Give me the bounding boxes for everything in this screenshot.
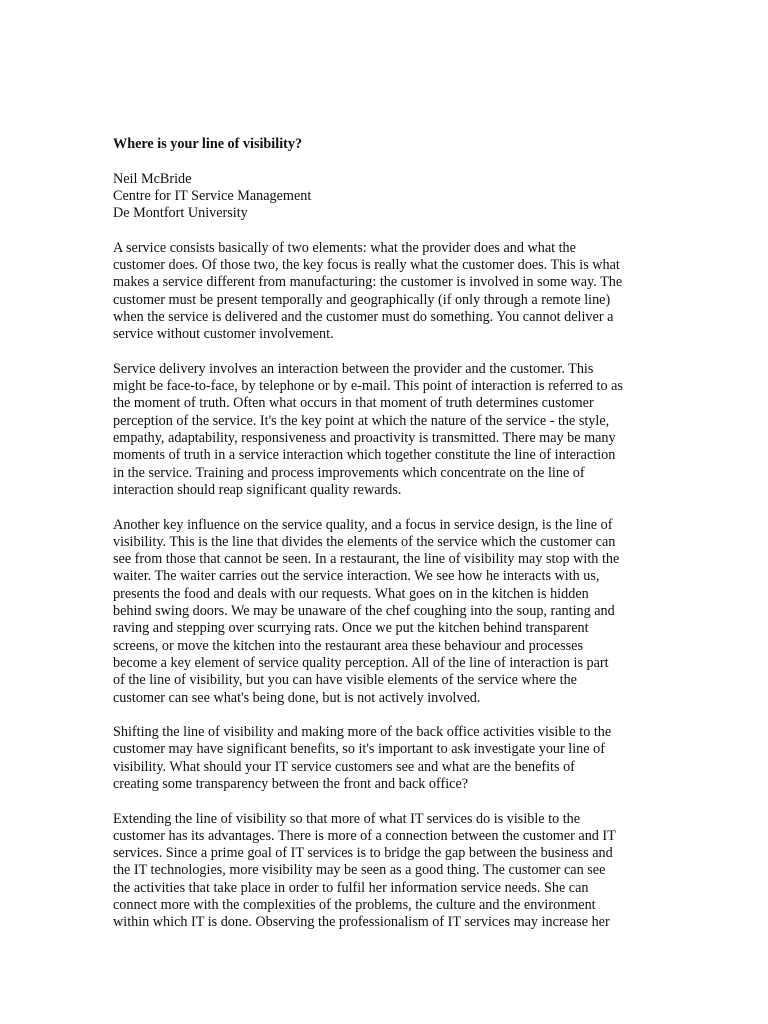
- paragraph-line: moments of truth in a service interaction which together constitute the line of interaction: [113, 447, 616, 464]
- paragraph-line: interaction should reap significant quality rewards.: [113, 481, 402, 498]
- paragraph-line: within which IT is done. Observing the professionalism of IT services may increase her: [113, 914, 610, 931]
- author-block: [113, 171, 653, 223]
- paragraph-line: A service consists basically of two elements: what the provider does and what the: [113, 239, 576, 256]
- document-title: Where is your line of visibility?: [113, 136, 303, 152]
- paragraph-line: customer must be present temporally and geographically (if only through a remote line): [113, 291, 611, 308]
- paragraph-line: behind swing doors. We may be unaware of the chef coughing into the soup, ranting and: [113, 603, 615, 620]
- paragraph-line: Service delivery involves an interaction between the provider and the customer. This: [113, 360, 594, 377]
- paragraph-line: empathy, adaptability, responsiveness and proactivity is transmitted. There may be many: [113, 430, 616, 447]
- body-paragraph: [113, 811, 653, 932]
- paragraph-line: customer can see what's being done, but is not actively involved.: [113, 689, 481, 706]
- paragraph-line: when the service is delivered and the customer must do something. You cannot deliver a: [113, 308, 614, 325]
- author-name: Neil McBride: [113, 170, 192, 187]
- body-paragraph: [113, 240, 653, 344]
- document-body: [113, 136, 653, 949]
- paragraph-line: might be face-to-face, by telephone or by e-mail. This point of interaction is referred to as: [113, 378, 623, 395]
- paragraph-line: service without customer involvement.: [113, 326, 334, 343]
- paragraph-line: of the line of visibility, but you can have visible elements of the service where the: [113, 672, 577, 689]
- paragraph-line: Extending the line of visibility so that more of what IT services do is visible to the: [113, 810, 581, 827]
- paragraph-line: screens, or move the kitchen into the restaurant area these behaviour and processes: [113, 637, 583, 654]
- paragraph-line: the IT technologies, more visibility may be seen as a good thing. The customer can see: [113, 862, 606, 879]
- author-university: De Montfort University: [113, 205, 248, 222]
- body-paragraph: [113, 724, 653, 793]
- paragraph-line: the moment of truth. Often what occurs in that moment of truth determines customer: [113, 395, 594, 412]
- paragraph-line: makes a service different from manufacturing: the customer is involved in some way. The: [113, 274, 623, 291]
- paragraph-line: customer has its advantages. There is more of a connection between the customer and IT: [113, 827, 616, 844]
- paragraph-line: in the service. Training and process improvements which concentrate on the line of: [113, 464, 585, 481]
- paragraph-line: visibility. What should your IT service customers see and what are the benefits of: [113, 758, 575, 775]
- paragraph-line: connect more with the complexities of the problems, the culture and the environment: [113, 897, 596, 914]
- body-paragraph: [113, 517, 653, 707]
- paragraph-line: the activities that take place in order to fulfil her information service needs. She can: [113, 879, 589, 896]
- paragraph-line: Another key influence on the service quality, and a focus in service design, is the line of: [113, 516, 613, 533]
- author-organization: Centre for IT Service Management: [113, 187, 312, 204]
- paragraph-line: Shifting the line of visibility and making more of the back office activities visible to the: [113, 724, 612, 741]
- paragraph-line: perception of the service. It's the key point at which the nature of the service - the style,: [113, 412, 610, 429]
- paragraph-line: creating some transparency between the front and back office?: [113, 775, 469, 792]
- paragraph-line: customer may have significant benefits, so it's important to ask investigate your line of: [113, 741, 605, 758]
- paragraph-line: customer does. Of those two, the key focus is really what the customer does. This is what: [113, 257, 620, 274]
- paragraph-line: raving and stepping over scurrying rats. Once we put the kitchen behind transparent: [113, 620, 589, 637]
- paragraph-line: presents the food and deals with our requests. What goes on in the kitchen is hidden: [113, 585, 589, 602]
- paragraph-line: see from those that cannot be seen. In a restaurant, the line of visibility may stop with the: [113, 551, 620, 568]
- paragraph-line: visibility. This is the line that divides the elements of the service which the customer can: [113, 533, 616, 550]
- body-text: [113, 240, 653, 932]
- paragraph-line: waiter. The waiter carries out the service interaction. We see how he interacts with us,: [113, 568, 600, 585]
- paragraph-line: become a key element of service quality perception. All of the line of interaction is part: [113, 654, 609, 671]
- paragraph-line: services. Since a prime goal of IT services is to bridge the gap between the business and: [113, 845, 613, 862]
- body-paragraph: [113, 361, 653, 499]
